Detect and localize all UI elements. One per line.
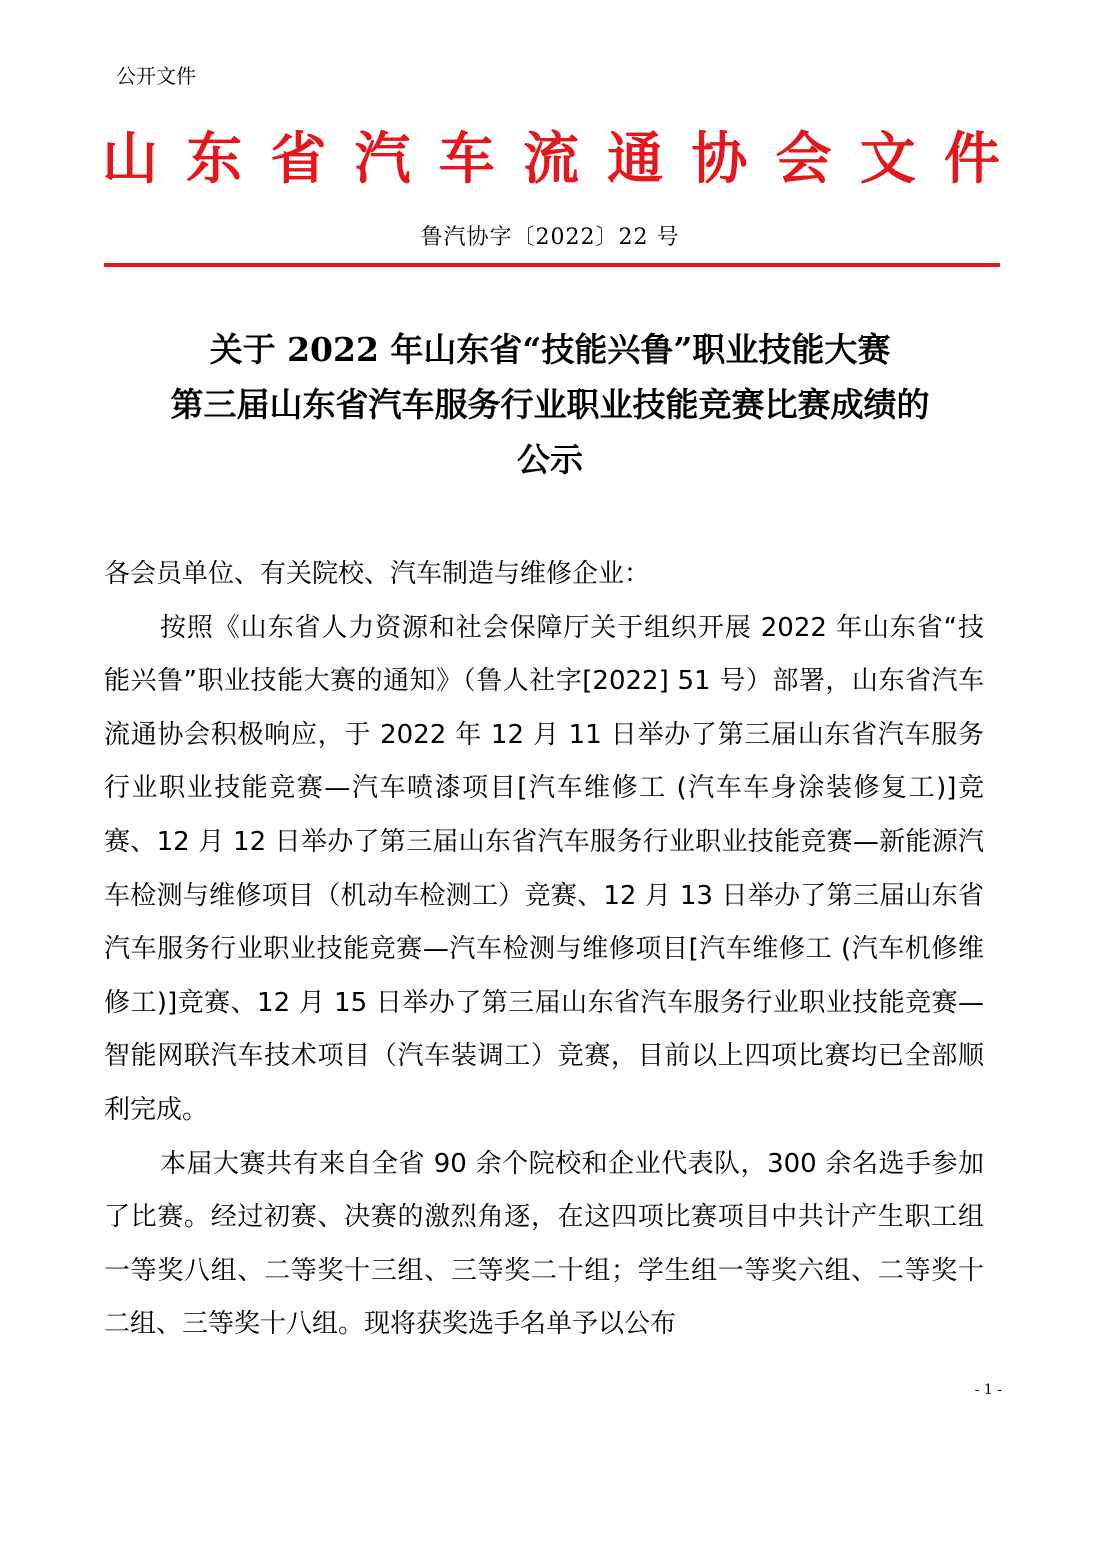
body-paragraph-2: 本届大赛共有来自全省 90 余个院校和企业代表队，300 余名选手参加了比赛。经过初赛、决赛的激烈角逐，在这四项比赛项目中共计产生职工组一等奖八组、二等奖十三组、三等奖二十组；学生组一等奖六组、二等奖十二组、三等奖十八组。现将获奖选手名单予以公布 <box>104 1148 984 1340</box>
document-number: 鲁汽协字〔2022〕22 号 <box>420 225 680 250</box>
title-line-1: 关于 2022 年山东省“技能兴鲁”职业技能大赛 <box>209 330 891 369</box>
red-divider-line <box>104 263 1000 267</box>
body-paragraph-1: 按照《山东省人力资源和社会保障厅关于组织开展 2022 年山东省“技能兴鲁”职业技能大赛的通知》（鲁人社字[2022] 51 号）部署，山东省汽车流通协会积极响应，于 2022 年 12 月 11 日举办了第三届山东省汽车服务行业职业技能竞赛—汽车喷漆项目[汽车维修工 (汽车车身涂装修复工)]竞赛、12 月 12 日举办了第三届山东省汽车服务行业职业技能竞赛—新能源汽车检测与维修项目（机动车检测工）竞赛、12 月 13 日举办了第三届山东省汽车服务行业职业技能竞赛—汽车检测与维修项目[汽车维修工 (汽车机修维修工)]竞赛、12 月 15 日举办了第三届山东省汽车服务行业职业技能竞赛—智能网联汽车技术项目（汽车装调工）竞赛，目前以上四项比赛均已全部顺利完成。 <box>104 612 984 1125</box>
title-line-2: 第三届山东省汽车服务行业职业技能竞赛比赛成绩的 <box>170 385 930 424</box>
header-char: 流 <box>522 126 579 192</box>
issuing-organization-header <box>102 124 1000 194</box>
header-char: 协 <box>691 126 748 192</box>
header-char: 会 <box>775 126 832 192</box>
title-line-3: 公示 <box>517 440 583 479</box>
header-char: 东 <box>186 126 243 192</box>
header-char: 通 <box>607 126 664 192</box>
header-char: 车 <box>438 126 495 192</box>
classification-label: 公开文件 <box>116 64 196 88</box>
page-number: - 1 - <box>974 1382 1002 1398</box>
salutation: 各会员单位、有关院校、汽车制造与维修企业： <box>104 559 651 589</box>
header-char: 件 <box>943 126 1000 192</box>
header-char: 山 <box>102 126 158 192</box>
header-char: 汽 <box>354 126 411 192</box>
header-char: 文 <box>859 126 916 192</box>
document-body <box>104 548 984 1352</box>
header-char: 省 <box>270 126 327 192</box>
document-title <box>0 322 1100 487</box>
